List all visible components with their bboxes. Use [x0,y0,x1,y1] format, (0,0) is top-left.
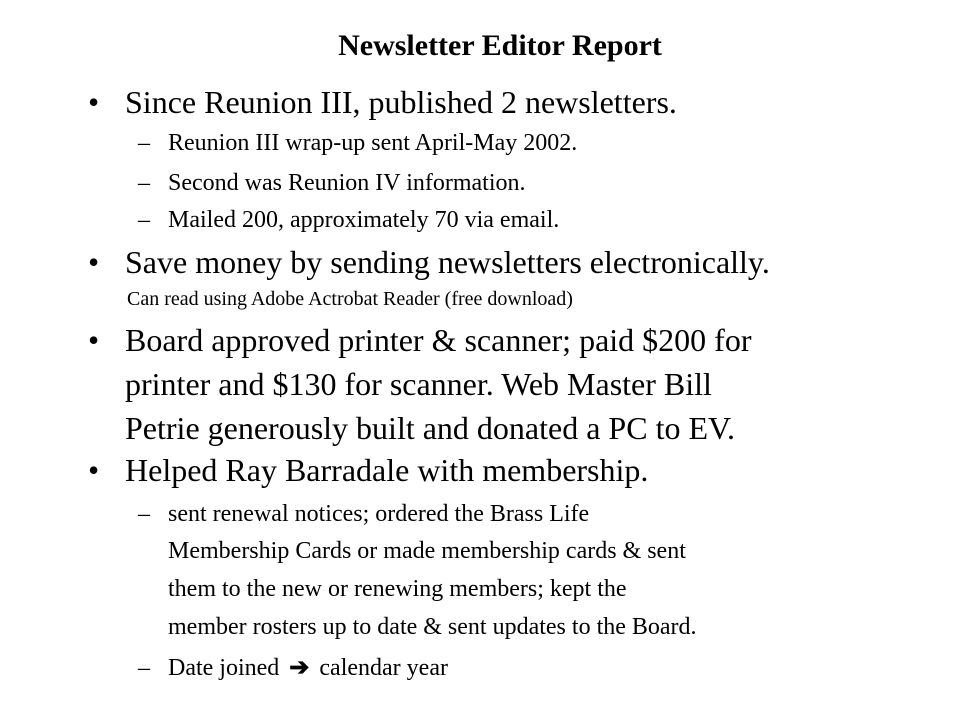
sub-list-item-text: sent renewal notices; ordered the Brass Life [168,501,590,527]
sub-list-item-text: Mailed 200, approximately 70 via email. [168,207,560,233]
bullet-icon: • [88,244,100,280]
list-item-text: Save money by sending newsletters electronically. [125,244,770,280]
arrow-right-icon: ➔ [289,655,310,681]
list-item-text: Board approved printer & scanner; paid $200 for [125,322,752,358]
dash-icon: – [138,501,150,527]
dash-icon: – [138,655,150,681]
list-item [88,320,752,360]
sub-list-item-text: Reunion III wrap-up sent April-May 2002. [168,130,578,156]
dash-icon: – [138,170,150,196]
bullet-icon: • [88,84,100,120]
list-item [88,242,770,282]
sub-list-item [138,651,448,685]
sub-list-item-text: Second was Reunion IV information. [168,170,526,196]
list-item-note: Can read using Adobe Actrobat Reader (free download) [127,288,573,310]
sub-list-item [138,126,578,160]
sub-list-item-continuation: member rosters up to date & sent updates to the Board. [168,614,697,640]
sub-list-item-continuation: Membership Cards or made membership cards & sent [168,538,686,564]
list-item-text: Since Reunion III, published 2 newsletters. [125,84,677,120]
page-title: Newsletter Editor Report [338,29,662,62]
list-item [88,450,649,490]
sub-list-item-text: Date joined [168,655,280,681]
sub-list-item-continuation: them to the new or renewing members; kept the [168,576,627,602]
sub-list-item [138,497,590,531]
list-item-continuation: Petrie generously built and donated a PC to EV. [125,410,735,446]
bullet-icon: • [88,322,100,358]
list-item-continuation: printer and $130 for scanner. Web Master Bill [125,366,712,402]
sub-list-item [138,203,560,237]
sub-list-item-text: calendar year [319,655,448,681]
list-item-text: Helped Ray Barradale with membership. [125,452,649,488]
list-item [88,82,677,122]
dash-icon: – [138,207,150,233]
bullet-icon: • [88,452,100,488]
dash-icon: – [138,130,150,156]
sub-list-item [138,166,526,200]
